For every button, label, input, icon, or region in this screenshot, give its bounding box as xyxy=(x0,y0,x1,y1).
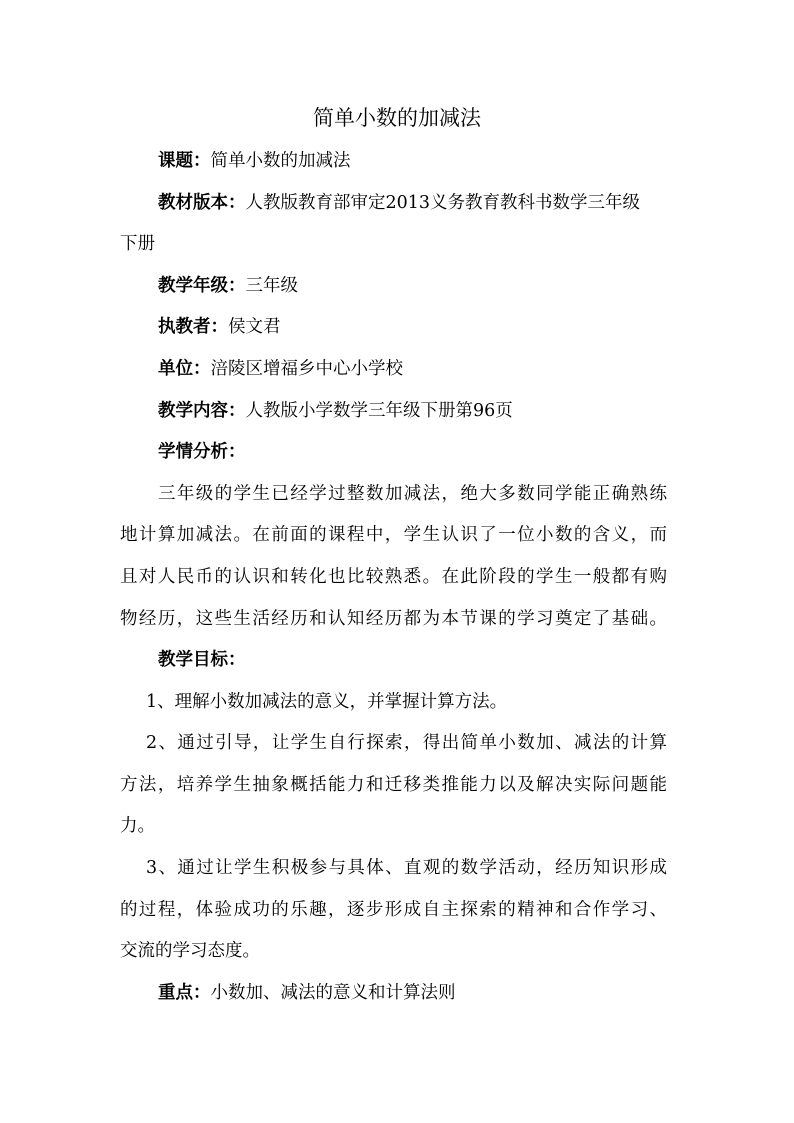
field-teacher xyxy=(158,313,718,341)
teacher-value: 侯文君 xyxy=(228,317,281,337)
textbook-value-continued: 下册 xyxy=(120,234,155,254)
document-title: 简单小数的加减法 xyxy=(313,106,481,130)
analysis-line: 三年级的学生已经学过整数加减法，绝大多数同学能正确熟练 xyxy=(158,484,667,504)
analysis-line: 物经历，这些生活经历和认知经历都为本节课的学习奠定了基础。 xyxy=(120,609,667,629)
analysis-line: 且对人民币的认识和转化也比较熟悉。在此阶段的学生一般都有购 xyxy=(120,567,667,587)
goals-heading: 教学目标： xyxy=(158,650,246,670)
goal-3-line: 交流的学习态度。 xyxy=(120,941,260,961)
field-unit xyxy=(158,355,718,383)
key-value: 小数加、减法的意义和计算法则 xyxy=(210,983,456,1003)
grade-value: 三年级 xyxy=(245,276,298,296)
unit-value: 涪陵区增福乡中心小学校 xyxy=(210,359,403,379)
analysis-line: 地计算加减法。在前面的课程中，学生认识了一位小数的含义，而 xyxy=(120,525,667,545)
goal-3-line: 3、通过让学生积极参与具体、直观的数学活动，经历知识形成 xyxy=(146,858,667,878)
field-textbook xyxy=(158,189,718,217)
goal-2-line: 方法，培养学生抽象概括能力和迁移类推能力以及解决实际问题能 xyxy=(120,775,667,795)
goal-3-line: 的过程，体验成功的乐趣，逐步形成自主探索的精神和合作学习、 xyxy=(120,900,667,920)
grade-label: 教学年级： xyxy=(158,276,246,296)
content-label: 教学内容： xyxy=(158,401,246,421)
goal-1: 1、理解小数加减法的意义，并掌握计算方法。 xyxy=(146,692,508,712)
goal-2-line: 2、通过引导，让学生自行探索，得出简单小数加、减法的计算 xyxy=(146,733,667,753)
unit-label: 单位： xyxy=(158,359,211,379)
textbook-value: 人教版教育部审定2013义务教育教科书数学三年级 xyxy=(245,193,641,213)
lesson-label: 课题： xyxy=(158,151,211,171)
lesson-value: 简单小数的加减法 xyxy=(210,151,351,171)
content-value: 人教版小学数学三年级下册第96页 xyxy=(245,401,513,421)
goal-2-line: 力。 xyxy=(120,816,155,836)
analysis-heading: 学情分析： xyxy=(158,442,246,462)
field-content xyxy=(158,397,718,425)
textbook-label: 教材版本： xyxy=(158,193,246,213)
field-key-points xyxy=(158,979,718,1007)
field-grade xyxy=(158,272,718,300)
teacher-label: 执教者： xyxy=(158,317,228,337)
key-label: 重点： xyxy=(158,983,211,1003)
field-lesson xyxy=(158,147,718,175)
